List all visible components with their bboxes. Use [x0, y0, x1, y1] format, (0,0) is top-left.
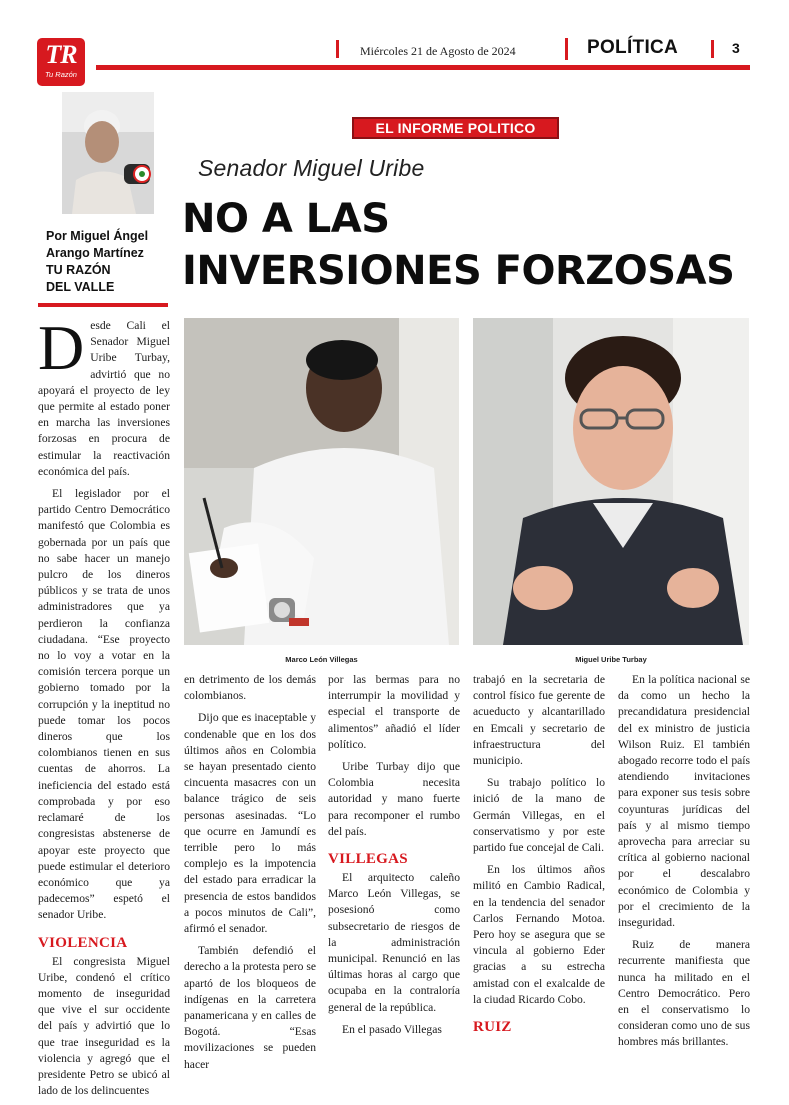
section-heading-villegas: VILLEGAS — [328, 851, 408, 868]
article-column-5 — [618, 672, 750, 1057]
header-divider — [711, 40, 714, 58]
lead-paragraph — [38, 312, 170, 480]
dropcap: D — [38, 312, 85, 383]
photo-senator — [473, 318, 749, 645]
newspaper-logo — [37, 38, 85, 86]
article-column-3 — [328, 672, 460, 1044]
article-column-4 — [473, 672, 605, 1038]
paragraph: por las bermas para no interrumpir la movilidad y especial el transporte de alimentos” añadió el líder político. — [328, 673, 460, 751]
article-subhead: Senador Miguel Uribe — [198, 155, 425, 181]
header-divider — [336, 40, 339, 58]
paragraph: En la política nacional se da como un hecho la precandidatura presidencial del ex ministro de justicia Wilson Ruiz. El también abogado recorre todo el país atendiendo invitaciones para exponer sus tesis sobre coyunturas jurídicas del país y al mismo tiempo aprovecha para arreciar su crítica al gobierno nacional por el descalabro económico de Colombia y por el crecimiento de la inseguridad. — [618, 673, 750, 930]
paragraph: En los últimos años militó en Cambio Radical, en la tendencia del senador Carlos Fernando Motoa. Pero hoy se asegura que se vincula al gobierno Eder gracias a su estrecha amistad con el exalcalde de la ciudad Ricardo Cobo. — [473, 863, 605, 1006]
paragraph: También defendió el derecho a la protesta pero se apartó de los bloqueos de indígenas en la carretera panamericana y en calles de Bogotá. “Esas movilizaciones se pueden hacer — [184, 944, 316, 1071]
kicker-label: EL INFORME POLITICO — [352, 117, 559, 139]
header-divider — [565, 38, 568, 60]
author-portrait-image — [62, 92, 154, 214]
byline-line: TU RAZÓN — [46, 263, 111, 277]
paragraph: en detrimento de los demás colombianos. — [184, 673, 316, 703]
section-title: POLÍTICA — [587, 37, 679, 58]
article-headline — [182, 193, 762, 297]
page-number: 3 — [732, 40, 740, 56]
paragraph: El congresista Miguel Uribe, condenó el crítico momento de inseguridad que vive el sur occidente del país y advirtió que lo que trae inseguridad es la violencia y agregó que el presidente Petro se ubicó al lado de los delincuentes — [38, 954, 170, 1098]
paragraph: Ruiz de manera recurrente manifiesta que nunca ha militado en el Centro Democrático. Pero en el conservatismo lo consideran como uno de sus hombres más brillantes. — [618, 938, 750, 1049]
headline-line: NO A LAS — [182, 196, 390, 242]
article-column-2 — [184, 672, 316, 1079]
paragraph: El arquitecto caleño Marco León Villegas, se posesionó como subsecretario de riesgos de la administración municipal. Renunció en las últimas horas al cargo que ocupaba en la contraloría general de la república. — [328, 871, 460, 1014]
issue-date: Miércoles 21 de Agosto de 2024 — [360, 44, 516, 58]
paragraph: Su trabajo político lo inició de la mano de Germán Villegas, en el conservatismo y por este partido fue concejal de Cali. — [473, 776, 605, 855]
paragraph: trabajó en la secretaria de control físico fue gerente de acueducto y alcantarillado en Emcali y secretario de infraestructura del municipio. — [473, 673, 605, 768]
section-heading-ruiz: RUIZ — [473, 1019, 512, 1036]
paragraph: Uribe Turbay dijo que Colombia necesita autoridad y mano fuerte para recomponer el rumbo del país. — [328, 760, 460, 838]
author-byline — [46, 228, 166, 296]
byline-line: Arango Martínez — [46, 246, 144, 260]
article-column-1 — [38, 312, 170, 1105]
photo-signing — [184, 318, 459, 645]
header-rule — [96, 65, 750, 70]
headline-line: INVERSIONES FORZOSAS — [182, 248, 735, 294]
paragraph: Dijo que es inaceptable y condenable que en los dos últimos años en Colombia se hayan presentado ciento cincuenta masacres con un balance trágico de seis personas asesinadas. “Lo que ocurre en Jamundí es terrible pero lo más complejo es la impotencia del estado para erradicar la presencia de estos bandidos a pocos minutos de Cali”, afirmó el senador. — [184, 711, 316, 936]
photo-caption: Miguel Uribe Turbay — [575, 655, 647, 664]
paragraph: El legislador por el partido Centro Democrático manifestó que Colombia es gobernada por un país que no sabe hacer un manejo pulcro de los dineros públicos y se trata de unos administradores que ya perdieron la confianza ciudadana. “Ese proyecto no lo voy a votar en la comisión tercera porque un gobierno tomado por la corrupción y la ineptitud no puede tomar los pocos dineros que los colombianos tienen en sus cuentas de ahorros. La ineficiencia del estado está comprobada y por eso reclamaré de los congresistas abstenerse de apoyar este proyecto que puede estimular el deterioro económico que ya padecemos” espetó el senador Uribe. — [38, 487, 170, 922]
byline-line: Por Miguel Ángel — [46, 229, 149, 243]
logo-mark: TR — [45, 40, 77, 69]
photo-caption: Marco León Villegas — [285, 655, 358, 664]
paragraph: En el pasado Villegas — [342, 1022, 442, 1036]
photo-signing-image — [184, 318, 459, 645]
byline-line: DEL VALLE — [46, 280, 115, 294]
section-heading-violencia: VIOLENCIA — [38, 934, 128, 951]
byline-rule — [38, 303, 168, 307]
photo-senator-image — [473, 318, 749, 645]
paragraph-text: esde Cali el Senador Miguel Uribe Turbay, advirtió que no apoyará el proyecto de ley que permite al estado poner en marcha las inversiones forzosas en procura de estimular la reactivación económica del país. — [38, 319, 170, 478]
author-photo — [62, 92, 154, 214]
logo-text: Tu Razón — [45, 70, 77, 79]
